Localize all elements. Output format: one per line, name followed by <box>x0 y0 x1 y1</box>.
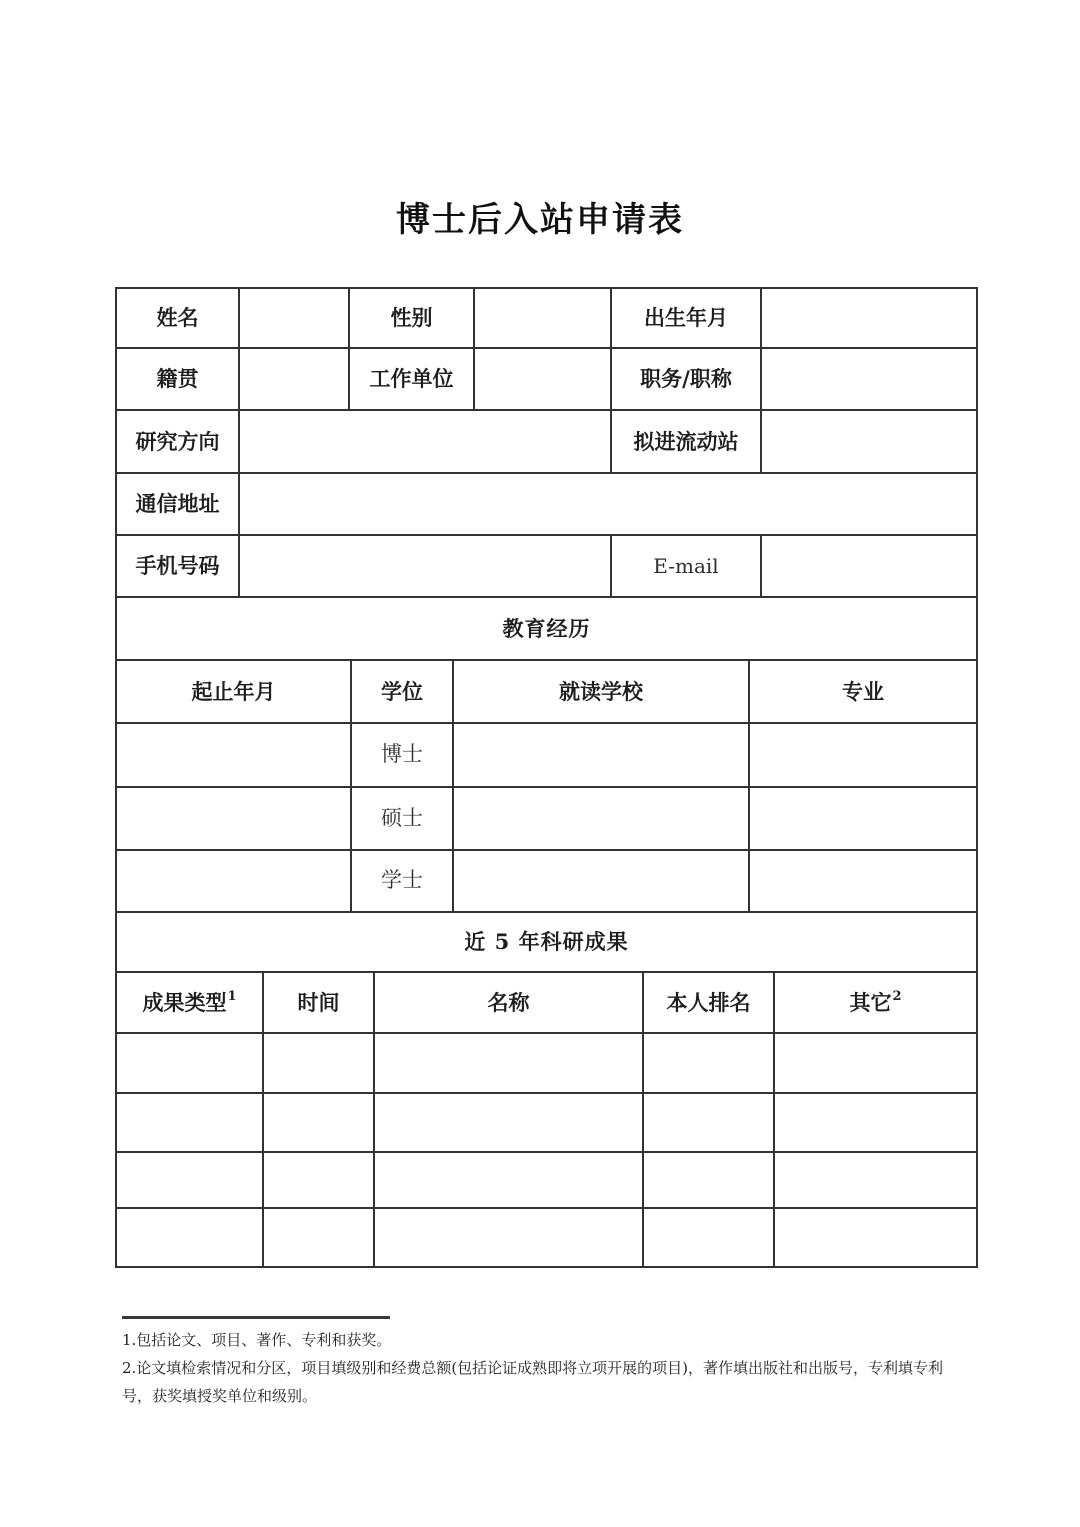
table-row <box>117 661 978 724</box>
period-column-header: 起止年月 <box>117 661 352 724</box>
mailing-address-label: 通信地址 <box>117 474 240 536</box>
intended-station-label: 拟进流动站 <box>612 411 762 474</box>
table-row <box>117 474 978 536</box>
footnote-1: 1.包括论文、项目、著作、专利和获奖。 <box>122 1331 392 1349</box>
title-column-header: 名称 <box>375 973 644 1034</box>
email-label: E-mail <box>612 536 762 598</box>
major-column-header: 专业 <box>750 661 978 724</box>
research-direction-label: 研究方向 <box>117 411 240 474</box>
other-input-cell[interactable] <box>775 1094 978 1153</box>
doctor-period-input-cell[interactable] <box>117 724 352 788</box>
birthdate-label: 出生年月 <box>612 289 762 349</box>
footnotes-section <box>122 1316 970 1410</box>
result-type-column-header: 成果类型 1 <box>117 973 264 1034</box>
rank-input-cell[interactable] <box>644 1094 775 1153</box>
research-blank-row <box>117 1209 978 1268</box>
name-label: 姓名 <box>117 289 240 349</box>
master-period-input-cell[interactable] <box>117 788 352 851</box>
intended-station-input-cell[interactable] <box>762 411 978 474</box>
research-section-header: 近 5 年科研成果 <box>117 913 978 973</box>
doctor-degree-label: 博士 <box>352 724 454 788</box>
mobile-number-input-cell[interactable] <box>240 536 612 598</box>
rank-input-cell[interactable] <box>644 1034 775 1094</box>
page-title: 博士后入站申请表 <box>396 200 684 240</box>
research-blank-row <box>117 1153 978 1209</box>
work-unit-label: 工作单位 <box>350 349 475 411</box>
mobile-number-label: 手机号码 <box>117 536 240 598</box>
other-input-cell[interactable] <box>775 1209 978 1268</box>
research-blank-row <box>117 1094 978 1153</box>
table-row <box>117 913 978 973</box>
other-column-header: 其它 2 <box>775 973 978 1034</box>
table-row <box>117 536 978 598</box>
result-type-input-cell[interactable] <box>117 1034 264 1094</box>
table-row <box>117 289 978 349</box>
master-degree-label: 硕士 <box>352 788 454 851</box>
bachelor-degree-label: 学士 <box>352 851 454 913</box>
master-school-input-cell[interactable] <box>454 788 750 851</box>
bachelor-period-input-cell[interactable] <box>117 851 352 913</box>
education-section-header: 教育经历 <box>117 598 978 661</box>
time-column-header: 时间 <box>264 973 375 1034</box>
table-row <box>117 411 978 474</box>
time-input-cell[interactable] <box>264 1153 375 1209</box>
research-direction-input-cell[interactable] <box>240 411 612 474</box>
position-title-input-cell[interactable] <box>762 349 978 411</box>
result-type-column-label: 成果类型 <box>142 989 227 1015</box>
native-place-input-cell[interactable] <box>240 349 350 411</box>
mailing-address-input-cell[interactable] <box>240 474 978 536</box>
title-input-cell[interactable] <box>375 1209 644 1268</box>
table-row <box>117 724 978 788</box>
table-row <box>117 851 978 913</box>
work-unit-input-cell[interactable] <box>475 349 612 411</box>
doctor-major-input-cell[interactable] <box>750 724 978 788</box>
rank-input-cell[interactable] <box>644 1209 775 1268</box>
footnote-2: 2.论文填检索情况和分区，项目填级别和经费总额(包括论证成熟即将立项开展的项目)，著作填出版社和出版号，专利填专利号，获奖填授奖单位和级别。 <box>122 1359 944 1405</box>
master-major-input-cell[interactable] <box>750 788 978 851</box>
other-column-label: 其它 <box>849 989 892 1015</box>
bachelor-major-input-cell[interactable] <box>750 851 978 913</box>
table-row <box>117 349 978 411</box>
position-title-label: 职务/职称 <box>612 349 762 411</box>
result-type-input-cell[interactable] <box>117 1094 264 1153</box>
footnote-separator <box>122 1316 390 1319</box>
native-place-label: 籍贯 <box>117 349 240 411</box>
result-type-input-cell[interactable] <box>117 1153 264 1209</box>
school-column-header: 就读学校 <box>454 661 750 724</box>
bachelor-school-input-cell[interactable] <box>454 851 750 913</box>
birthdate-input-cell[interactable] <box>762 289 978 349</box>
table-row <box>117 973 978 1034</box>
gender-label: 性别 <box>350 289 475 349</box>
degree-column-header: 学位 <box>352 661 454 724</box>
name-input-cell[interactable] <box>240 289 350 349</box>
email-input-cell[interactable] <box>762 536 978 598</box>
research-blank-row <box>117 1034 978 1094</box>
rank-column-header: 本人排名 <box>644 973 775 1034</box>
title-input-cell[interactable] <box>375 1153 644 1209</box>
doctor-school-input-cell[interactable] <box>454 724 750 788</box>
time-input-cell[interactable] <box>264 1034 375 1094</box>
other-input-cell[interactable] <box>775 1034 978 1094</box>
time-input-cell[interactable] <box>264 1209 375 1268</box>
gender-input-cell[interactable] <box>475 289 612 349</box>
time-input-cell[interactable] <box>264 1094 375 1153</box>
rank-input-cell[interactable] <box>644 1153 775 1209</box>
title-input-cell[interactable] <box>375 1034 644 1094</box>
title-input-cell[interactable] <box>375 1094 644 1153</box>
application-form-table <box>115 287 978 1268</box>
table-row <box>117 788 978 851</box>
table-row <box>117 598 978 661</box>
result-type-input-cell[interactable] <box>117 1209 264 1268</box>
other-input-cell[interactable] <box>775 1153 978 1209</box>
